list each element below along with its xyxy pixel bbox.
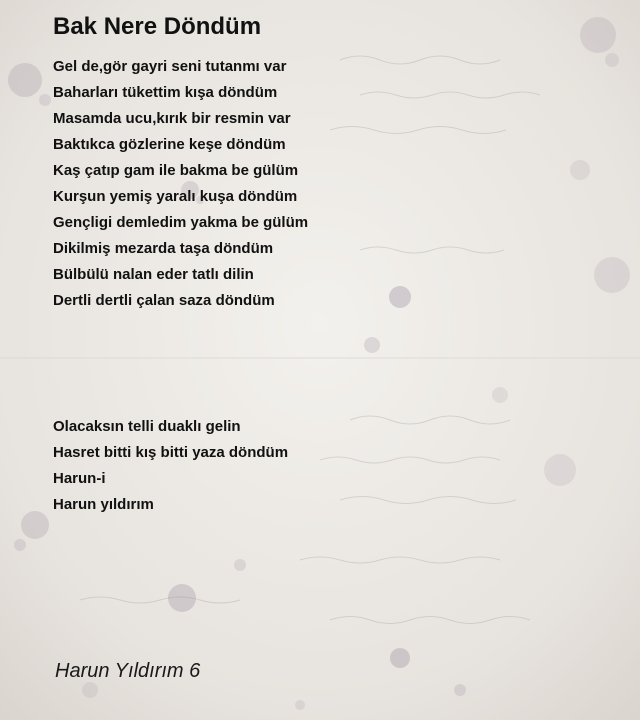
poem-line: Harun-i bbox=[53, 470, 106, 487]
poem-author-signature: Harun Yıldırım 6 bbox=[55, 660, 201, 682]
poem-line: Harun yıldırım bbox=[53, 496, 154, 513]
poem-line: Gençligi demledim yakma be gülüm bbox=[53, 214, 309, 231]
poem-title: Bak Nere Döndüm bbox=[53, 13, 262, 40]
poem-line: Dertli dertli çalan saza döndüm bbox=[53, 292, 275, 309]
poem-stanza-2 bbox=[53, 414, 288, 518]
poem-line: Olacaksın telli duaklı gelin bbox=[53, 418, 241, 435]
poem-line: Hasret bitti kış bitti yaza döndüm bbox=[53, 444, 289, 461]
poem-stanza-1 bbox=[53, 54, 308, 314]
poem-line: Baharları tükettim kışa döndüm bbox=[53, 84, 278, 101]
poem-line: Kaş çatıp gam ile bakma be gülüm bbox=[53, 162, 299, 179]
poem-line: Masamda ucu,kırık bir resmin var bbox=[53, 110, 291, 127]
poem-line: Dikilmiş mezarda taşa döndüm bbox=[53, 240, 274, 257]
poem-line: Bülbülü nalan eder tatlı dilin bbox=[53, 266, 254, 283]
poem-line: Gel de,gör gayri seni tutanmı var bbox=[53, 58, 287, 75]
poem-line: Baktıkca gözlerine keşe döndüm bbox=[53, 136, 286, 153]
poem-line: Kurşun yemiş yaralı kuşa döndüm bbox=[53, 188, 298, 205]
